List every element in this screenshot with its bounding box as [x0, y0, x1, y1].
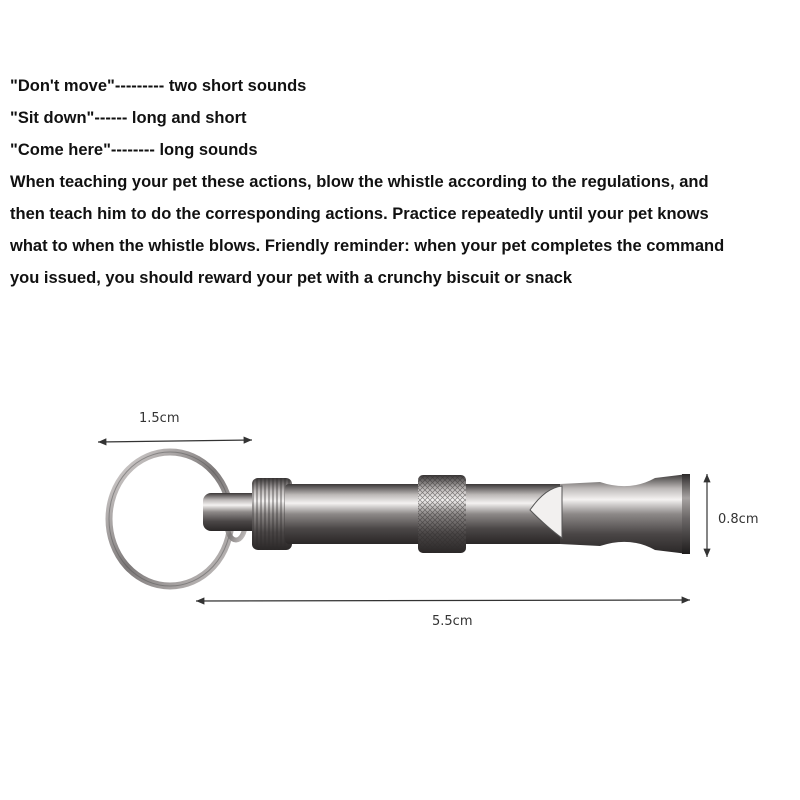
command-sit-down: "Sit down"------ long and short [10, 109, 247, 127]
command-dont-move: "Don't move"--------- two short sounds [10, 77, 307, 95]
ring-width-dimension-line [98, 440, 252, 442]
instruction-line-3: what to when the whistle blows. Friendly reminder: when your pet completes the command [10, 237, 725, 255]
length-label: 5.5cm [432, 614, 473, 629]
diameter-label: 0.8cm [718, 512, 759, 527]
instruction-line-2: then teach him to do the corresponding actions. Practice repeatedly until your pet knows [10, 205, 709, 223]
instruction-line-1: When teaching your pet these actions, blow the whistle according to the regulations, and [10, 173, 709, 191]
command-come-here: "Come here"-------- long sounds [10, 141, 258, 159]
instruction-line-4: you issued, you should reward your pet with a crunchy biscuit or snack [10, 269, 573, 287]
length-dimension-line [196, 600, 690, 601]
whistle-mouthpiece [560, 474, 688, 554]
ring-width-label: 1.5cm [139, 411, 180, 426]
